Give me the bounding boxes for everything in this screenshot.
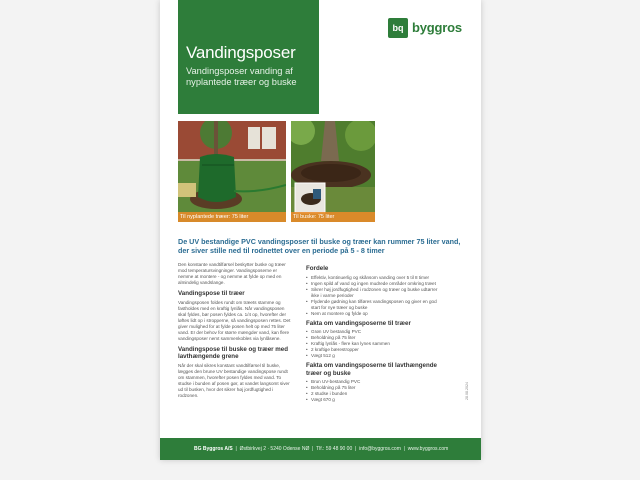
intro-paragraph: Den konstante vandtilførsel beskytter buske og træer mod temperatursvingninger. Vandingsposerne er nemme at montere - og nemme at fylde op med en almindelig vandslange. [178,262,286,285]
list-item: • Nem at montere og fylde op [306,311,446,317]
section-paragraph: Vandingsposen foldes rundt om træets stamme og fastholdes med en kraftig lynlås. Når vandingsposen skal fyldes, bør posen fyldes ca. 1/4 op, hvorefter der løftes lidt op i stropperne, så vandingsposen rettes. Det giver mulighed for at fylde posen helt op med 75 liter vand. Er der behov for større mængder vand, kan flere vandingsposer nemt sammenkobles via lynlåsene. [178,299,291,341]
list-item: • Vægt 512 g [306,353,446,359]
list-item: • Beholdning på 75 liter [306,385,446,391]
lead-paragraph: De UV bestandige PVC vandingsposer til buske og træer kan rummer 75 liter vand, der siver stille ned til rodnettet over en periode på 5 - 8 timer [178,237,461,255]
list-item: • Flydende gødning kan tilføres vandingsposen og giver en god start for nye træer og buske [306,299,446,311]
benefits-list [306,275,446,317]
left-column [178,262,292,403]
section-heading: Fakta om vandingsposerne til træer [306,319,411,327]
footer-company: BG Byggros A/S [194,446,233,452]
page-subtitle: Vandingsposer vanding af nyplantede træer og buske [186,66,297,87]
section-heading: Fakta om vandingsposerne til lavthængende træer og buske [306,362,437,377]
list-item: • 2 studse i bunden [306,391,446,397]
list-item: • Grøn UV bestandig PVC [306,329,446,335]
list-item: • Sikrer høj jordfugtighed i rodzonen og træer og buske udtørrer ikke i varme perioder [306,287,446,299]
list-item: • Ingen spild af vand og ingen mudrede områder omkring træet [306,281,446,287]
header-block [178,0,319,114]
list-item: • Effektiv, kontinuerlig og skånsom vanding over 5 til 8 timer [306,275,446,281]
page-title: Vandingsposer [186,43,296,62]
footer-website[interactable]: www.byggros.com [407,446,449,452]
list-item: • 2 kraftige bærestropper [306,347,446,353]
section-paragraph: Når der skal sikres konstant vandtilførsel til buske, lægges den brune UV bestandige vandingspose rundt om stammen, hvorefter posen fyldes med vand. To studse i bunden af posen gør, at vandet langsomt siver ud til busken, hvor det sikrer høj jordfugtighed i rodzonen. [178,362,290,398]
tree-bag-photo [178,121,286,222]
section-heading: Fordele [306,265,329,272]
facts-list-shrubs [306,379,446,403]
shrub-bag-photo [291,121,375,222]
datasheet-page [160,0,481,460]
footer-address: Østbirkvej 2 · 5240 Odense NØ [239,446,310,452]
footer-email[interactable]: info@byggros.com [359,446,401,452]
brand-logo [388,18,468,38]
section-heading: Vandingspose til træer [178,290,245,297]
facts-list-trees [306,329,446,359]
right-column [306,262,446,403]
date-stamp: 28.08.2024 [465,382,469,400]
logo-wordmark: byggros [412,20,462,35]
footer-phone: Tlf.: 59 48 90 00 [316,446,353,452]
footer-bar: BG Byggros A/S | Østbirkvej 2 · 5240 Odense NØ | Tlf.: 59 48 90 00 | info@byggros.com | www.byggros.com [160,438,481,460]
logo-mark: bq [388,18,408,38]
list-item: • Kraftig lynlås - flere kan lynes sammen [306,341,446,347]
list-item: • Vægt 670 g [306,397,446,403]
list-item: • Beholdning på 75 liter [306,335,446,341]
section-heading: Vandingspose til buske og træer med lavthængende grene [178,345,289,360]
list-item: • Brun UV-bestandig PVC [306,379,446,385]
photo-caption: Til buske: 75 liter [291,212,375,222]
photo-caption: Til nyplantede træer: 75 liter [178,212,286,222]
